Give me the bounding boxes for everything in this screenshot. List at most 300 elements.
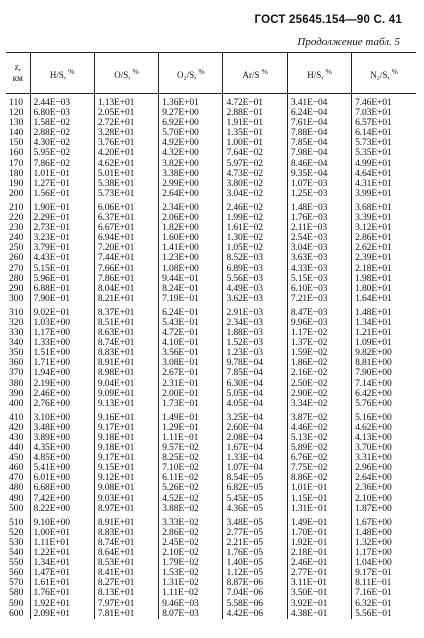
value-cell: 9.15E+01 — [94, 463, 158, 473]
value-cell: 8.52E−03 — [223, 253, 287, 263]
value-cell: 1.07E−03 — [287, 179, 351, 189]
value-cell: 5.89E−02 — [287, 443, 351, 453]
value-cell: 7.85E−04 — [287, 138, 351, 148]
value-cell: 1.25E−03 — [287, 189, 351, 199]
value-cell: 9.82E+00 — [352, 348, 416, 358]
value-cell: 3.80E−02 — [223, 179, 287, 189]
altitude-cell: 570 — [9, 578, 24, 589]
value-cell: 2.05E+01 — [94, 108, 158, 118]
value-cell: 7.64E−02 — [223, 148, 287, 158]
value-cell: 1.47E+01 — [30, 568, 94, 578]
value-cell: 3.63E−03 — [287, 253, 351, 263]
value-cell: 5.58E−06 — [223, 599, 287, 609]
value-cell: 2.76E+00 — [30, 399, 94, 409]
altitude-cell: 470 — [9, 473, 24, 484]
value-cell: 9.17E+01 — [94, 423, 158, 433]
value-cell: 8.07E−03 — [159, 609, 223, 619]
value-cell: 3.50E−01 — [287, 588, 351, 598]
value-cell: 4.05E−04 — [223, 399, 287, 409]
value-cell: 4.73E−02 — [223, 169, 287, 179]
value-cell: 4.46E−02 — [287, 423, 351, 433]
value-cell: 9.04E+01 — [94, 379, 158, 389]
value-cell: 9.78E−04 — [223, 358, 287, 368]
value-cell: 8.83E+01 — [94, 528, 158, 538]
value-cell: 1.51E+00 — [30, 348, 94, 358]
value-cell: 4.31E+01 — [352, 179, 416, 189]
altitude-cell: 350 — [9, 348, 24, 359]
value-cell: 6.68E+00 — [30, 483, 94, 493]
table-row — [6, 518, 416, 528]
value-cell: 8.11E−01 — [352, 578, 416, 588]
value-cell: 4.30E−02 — [30, 138, 94, 148]
value-cell: 9.27E+00 — [159, 108, 223, 118]
value-cell: 9.46E−03 — [159, 599, 223, 609]
value-cell: 5.56E−01 — [352, 609, 416, 619]
table-continuation-caption: Продолжение табл. 5 — [297, 36, 400, 48]
column-header-ar: Ar/S % — [223, 53, 287, 94]
value-cell: 8.91E+01 — [94, 358, 158, 368]
altitude-cell: 280 — [9, 273, 24, 284]
value-cell: 7.16E−01 — [352, 588, 416, 598]
value-cell: 5.96E−01 — [30, 274, 94, 284]
value-cell: 1.03E+00 — [30, 318, 94, 328]
value-cell: 5.73E+01 — [352, 138, 416, 148]
value-cell: 1.92E−01 — [287, 538, 351, 548]
value-cell: 1.35E−01 — [223, 128, 287, 138]
value-cell: 1.23E−03 — [223, 348, 287, 358]
value-cell: 2.99E+00 — [159, 179, 223, 189]
value-cell: 9.44E−01 — [159, 274, 223, 284]
value-cell: 3.48E−05 — [223, 518, 287, 528]
value-cell: 1.31E−01 — [287, 504, 351, 514]
table-row — [6, 443, 416, 453]
value-cell: 1.11E+01 — [30, 538, 94, 548]
value-cell: 1.59E−02 — [287, 348, 351, 358]
value-cell: 7.88E−04 — [287, 128, 351, 138]
value-cell: 2.31E−01 — [159, 379, 223, 389]
value-cell: 6.88E−01 — [30, 284, 94, 294]
value-cell: 5.16E+00 — [352, 413, 416, 423]
value-cell: 6.92E+00 — [159, 118, 223, 128]
value-cell: 5.56E−03 — [223, 274, 287, 284]
value-cell: 1.27E−01 — [30, 179, 94, 189]
value-cell: 8.37E+01 — [94, 308, 158, 318]
table-row — [6, 453, 416, 463]
value-cell: 3.38E+00 — [159, 169, 223, 179]
value-cell: 4.64E+01 — [352, 169, 416, 179]
value-cell: 6.24E−01 — [159, 308, 223, 318]
table-row — [6, 243, 416, 253]
value-cell: 4.52E−02 — [159, 494, 223, 504]
value-cell: 2.44E−03 — [30, 94, 94, 109]
value-cell: 3.12E+01 — [352, 223, 416, 233]
value-cell: 5.95E−02 — [30, 148, 94, 158]
altitude-cell: 520 — [9, 527, 24, 538]
value-cell: 5.13E−02 — [287, 433, 351, 443]
table-row — [6, 578, 416, 588]
value-cell: 6.30E−04 — [223, 379, 287, 389]
altitude-cell: 250 — [9, 243, 24, 254]
table-row — [6, 473, 416, 483]
value-cell: 2.88E−02 — [30, 128, 94, 138]
value-cell: 6.14E+01 — [352, 128, 416, 138]
value-cell: 4.43E−01 — [30, 253, 94, 263]
value-cell: 2.67E−01 — [159, 368, 223, 378]
value-cell: 1.52E−03 — [223, 338, 287, 348]
value-cell: 3.04E−02 — [223, 189, 287, 199]
value-cell: 1.17E−02 — [287, 328, 351, 338]
table-row — [6, 504, 416, 514]
value-cell: 2.86E−02 — [159, 528, 223, 538]
value-cell: 9.03E+01 — [94, 494, 158, 504]
value-cell: 4.62E+01 — [94, 159, 158, 169]
value-cell: 1.31E−02 — [159, 578, 223, 588]
value-cell: 2.00E−01 — [159, 389, 223, 399]
value-cell: 8.87E−06 — [223, 578, 287, 588]
table-row — [6, 108, 416, 118]
table-row — [6, 494, 416, 504]
value-cell: 2.86E+01 — [352, 233, 416, 243]
value-cell: 4.85E+00 — [30, 453, 94, 463]
value-cell: 9.17E+01 — [94, 453, 158, 463]
table-row — [6, 423, 416, 433]
value-cell: 7.86E+01 — [94, 274, 158, 284]
value-cell: 8.81E+00 — [352, 358, 416, 368]
value-cell: 5.35E+01 — [352, 148, 416, 158]
column-header-h: H/S, % — [30, 53, 94, 94]
altitude-cell: 480 — [9, 483, 24, 494]
altitude-cell: 420 — [9, 422, 24, 433]
altitude-cell: 440 — [9, 443, 24, 454]
altitude-cell: 600 — [9, 608, 24, 619]
value-cell: 1.08E+00 — [159, 264, 223, 274]
value-cell: 1.32E+00 — [352, 538, 416, 548]
column-header-o2: O₂/S, % — [159, 53, 223, 94]
value-cell: 9.10E+00 — [30, 518, 94, 528]
value-cell: 9.13E+01 — [94, 399, 158, 409]
table-row — [6, 379, 416, 389]
table-row — [6, 264, 416, 274]
altitude-cell: 320 — [9, 317, 24, 328]
value-cell: 3.10E+00 — [30, 413, 94, 423]
value-cell: 8.74E+01 — [94, 538, 158, 548]
altitude-cell: 170 — [9, 158, 24, 169]
value-cell: 7.42E+00 — [30, 494, 94, 504]
altitude-cell: 560 — [9, 568, 24, 579]
value-cell: 2.50E−02 — [287, 379, 351, 389]
table-row — [6, 94, 416, 109]
value-cell: 1.48E−03 — [287, 203, 351, 213]
value-cell: 9.16E+01 — [94, 413, 158, 423]
value-cell: 7.61E−04 — [287, 118, 351, 128]
table-row — [6, 128, 416, 138]
value-cell: 6.89E−03 — [223, 264, 287, 274]
value-cell: 1.34E+01 — [352, 318, 416, 328]
value-cell: 8.04E+01 — [94, 284, 158, 294]
value-cell: 3.89E+00 — [30, 433, 94, 443]
value-cell: 8.13E+01 — [94, 588, 158, 598]
value-cell: 2.45E−02 — [159, 538, 223, 548]
value-cell: 8.64E+01 — [94, 548, 158, 558]
value-cell: 1.79E−02 — [159, 558, 223, 568]
value-cell: 7.44E+01 — [94, 253, 158, 263]
altitude-cell: 580 — [9, 588, 24, 599]
value-cell: 5.01E+01 — [94, 169, 158, 179]
column-header-h2: H/S, % — [287, 53, 351, 94]
table-row — [6, 274, 416, 284]
value-cell: 5.45E−05 — [223, 494, 287, 504]
value-cell: 1.09E+01 — [352, 338, 416, 348]
value-cell: 2.19E+00 — [30, 379, 94, 389]
value-cell: 2.06E+00 — [159, 213, 223, 223]
column-header-n2: N₂/S, % — [352, 53, 416, 94]
value-cell: 2.64E+00 — [352, 473, 416, 483]
table-row — [6, 253, 416, 263]
value-cell: 9.35E−04 — [287, 169, 351, 179]
table-row — [6, 528, 416, 538]
value-cell: 1.15E−01 — [287, 494, 351, 504]
value-cell: 3.28E+01 — [94, 128, 158, 138]
value-cell: 1.05E−02 — [223, 243, 287, 253]
value-cell: 2.60E−04 — [223, 423, 287, 433]
table-row — [6, 318, 416, 328]
value-cell: 5.15E−03 — [287, 274, 351, 284]
value-cell: 2.90E−02 — [287, 389, 351, 399]
table-row — [6, 548, 416, 558]
value-cell: 2.18E−01 — [287, 548, 351, 558]
value-cell: 6.94E+01 — [94, 233, 158, 243]
value-cell: 4.38E−01 — [287, 609, 351, 619]
value-cell: 9.09E+01 — [94, 389, 158, 399]
table-row — [6, 348, 416, 358]
table-row — [6, 203, 416, 213]
value-cell: 7.86E−02 — [30, 159, 94, 169]
value-cell: 1.73E−01 — [159, 399, 223, 409]
altitude-cell: 200 — [9, 188, 24, 199]
value-cell: 7.10E−02 — [159, 463, 223, 473]
value-cell: 9.08E+01 — [94, 483, 158, 493]
altitude-cell: 500 — [9, 503, 24, 514]
value-cell: 6.76E−02 — [287, 453, 351, 463]
value-cell: 3.41E−04 — [287, 94, 351, 109]
value-cell: 1.04E+00 — [352, 558, 416, 568]
value-cell: 7.90E−01 — [30, 294, 94, 304]
value-cell: 9.17E−01 — [352, 568, 416, 578]
value-cell: 2.77E−01 — [287, 568, 351, 578]
value-cell: 3.34E−02 — [287, 399, 351, 409]
table-row — [6, 599, 416, 609]
value-cell: 1.76E+01 — [30, 588, 94, 598]
table-row — [6, 558, 416, 568]
table-row — [6, 294, 416, 304]
value-cell: 6.01E+00 — [30, 473, 94, 483]
value-cell: 1.80E+01 — [352, 284, 416, 294]
value-cell: 1.86E−02 — [287, 358, 351, 368]
altitude-cell: 340 — [9, 338, 24, 349]
table-body — [6, 94, 416, 619]
value-cell: 1.76E−05 — [223, 548, 287, 558]
value-cell: 3.25E−04 — [223, 413, 287, 423]
altitude-cell: 540 — [9, 548, 24, 559]
value-cell: 5.15E−01 — [30, 264, 94, 274]
table-row — [6, 588, 416, 598]
table-row — [6, 389, 416, 399]
value-cell: 3.23E−01 — [30, 233, 94, 243]
value-cell: 8.41E+01 — [94, 568, 158, 578]
value-cell: 1.53E−02 — [159, 568, 223, 578]
value-cell: 1.87E+00 — [352, 504, 416, 514]
value-cell: 8.86E−02 — [287, 473, 351, 483]
value-cell: 1.91E−01 — [223, 118, 287, 128]
table-row — [6, 358, 416, 368]
value-cell: 3.08E−01 — [159, 358, 223, 368]
value-cell: 2.11E−03 — [287, 223, 351, 233]
value-cell: 1.13E+01 — [94, 94, 158, 109]
altitude-cell: 290 — [9, 283, 24, 294]
altitude-cell: 130 — [9, 118, 24, 129]
table-row — [6, 483, 416, 493]
value-cell: 1.58E−02 — [30, 118, 94, 128]
value-cell: 3.82E+00 — [159, 159, 223, 169]
value-cell: 2.46E−01 — [287, 558, 351, 568]
altitude-cell: 260 — [9, 253, 24, 264]
value-cell: 2.64E+00 — [159, 189, 223, 199]
value-cell: 1.48E+00 — [352, 528, 416, 538]
value-cell: 5.70E+00 — [159, 128, 223, 138]
value-cell: 4.99E+01 — [352, 159, 416, 169]
value-cell: 1.23E+00 — [159, 253, 223, 263]
value-cell: 2.39E+01 — [352, 253, 416, 263]
value-cell: 9.57E−02 — [159, 443, 223, 453]
value-cell: 8.51E+01 — [94, 318, 158, 328]
value-cell: 1.48E+01 — [352, 308, 416, 318]
value-cell: 8.83E+01 — [94, 348, 158, 358]
table-row — [6, 538, 416, 548]
value-cell: 6.42E+00 — [352, 389, 416, 399]
value-cell: 4.33E−03 — [287, 264, 351, 274]
value-cell: 2.10E+00 — [352, 494, 416, 504]
value-cell: 3.56E−01 — [159, 348, 223, 358]
value-cell: 2.88E−01 — [223, 108, 287, 118]
value-cell: 7.81E+01 — [94, 609, 158, 619]
value-cell: 3.68E+01 — [352, 203, 416, 213]
altitude-cell: 590 — [9, 598, 24, 609]
value-cell: 1.88E−03 — [223, 328, 287, 338]
value-cell: 1.99E−02 — [223, 213, 287, 223]
value-cell: 4.42E−06 — [223, 609, 287, 619]
value-cell: 1.82E+00 — [159, 223, 223, 233]
table-row — [6, 148, 416, 158]
value-cell: 3.33E−02 — [159, 518, 223, 528]
value-cell: 2.34E+00 — [159, 203, 223, 213]
value-cell: 7.21E−03 — [287, 294, 351, 304]
value-cell: 7.19E−01 — [159, 294, 223, 304]
altitude-cell: 390 — [9, 388, 24, 399]
table-row — [6, 308, 416, 318]
table-row — [6, 338, 416, 348]
value-cell: 4.13E+00 — [352, 433, 416, 443]
value-cell: 7.85E−04 — [223, 368, 287, 378]
value-cell: 2.10E−02 — [159, 548, 223, 558]
altitude-cell: 160 — [9, 148, 24, 159]
table-row — [6, 413, 416, 423]
value-cell: 1.92E+01 — [30, 599, 94, 609]
value-cell: 2.72E+01 — [94, 118, 158, 128]
value-cell: 2.09E+01 — [30, 609, 94, 619]
value-cell: 8.54E−05 — [223, 473, 287, 483]
value-cell: 4.49E−03 — [223, 284, 287, 294]
table-row — [6, 433, 416, 443]
value-cell: 2.73E−01 — [30, 223, 94, 233]
value-cell: 6.32E−01 — [352, 599, 416, 609]
altitude-cell: 530 — [9, 537, 24, 548]
value-cell: 2.46E−02 — [223, 203, 287, 213]
table-row — [6, 179, 416, 189]
value-cell: 5.26E−02 — [159, 483, 223, 493]
value-cell: 8.22E+00 — [30, 504, 94, 514]
value-cell: 1.12E−05 — [223, 568, 287, 578]
value-cell: 2.08E−04 — [223, 433, 287, 443]
value-cell: 8.21E+01 — [94, 294, 158, 304]
value-cell: 8.63E+01 — [94, 328, 158, 338]
value-cell: 6.11E−02 — [159, 473, 223, 483]
value-cell: 7.98E−04 — [287, 148, 351, 158]
table-row — [6, 463, 416, 473]
value-cell: 2.46E+00 — [30, 389, 94, 399]
value-cell: 1.11E−01 — [159, 433, 223, 443]
value-cell: 1.98E+01 — [352, 274, 416, 284]
value-cell: 4.10E−01 — [159, 338, 223, 348]
value-cell: 8.53E+01 — [94, 558, 158, 568]
value-cell: 1.01E−01 — [30, 169, 94, 179]
value-cell: 2.62E+01 — [352, 243, 416, 253]
value-cell: 9.02E−01 — [30, 308, 94, 318]
value-cell: 9.18E+01 — [94, 443, 158, 453]
value-cell: 9.12E+01 — [94, 473, 158, 483]
value-cell: 8.47E−03 — [287, 308, 351, 318]
value-cell: 1.30E−02 — [223, 233, 287, 243]
page-header-standard: ГОСТ 25645.154—90 С. 41 — [254, 14, 402, 26]
value-cell: 1.60E+00 — [159, 233, 223, 243]
value-cell: 1.11E−02 — [159, 588, 223, 598]
altitude-cell: 370 — [9, 368, 24, 379]
value-cell: 5.73E+01 — [94, 189, 158, 199]
value-cell: 2.21E−05 — [223, 538, 287, 548]
value-cell: 1.56E−01 — [30, 189, 94, 199]
value-cell: 1.67E+00 — [352, 518, 416, 528]
value-cell: 5.41E+00 — [30, 463, 94, 473]
value-cell: 1.71E+00 — [30, 358, 94, 368]
value-cell: 8.97E+01 — [94, 504, 158, 514]
altitude-cell: 220 — [9, 213, 24, 224]
value-cell: 1.00E+01 — [30, 528, 94, 538]
value-cell: 8.24E−01 — [159, 284, 223, 294]
altitude-cell: 460 — [9, 463, 24, 474]
value-cell: 8.27E+01 — [94, 578, 158, 588]
value-cell: 2.54E−03 — [287, 233, 351, 243]
value-cell: 4.62E+00 — [352, 423, 416, 433]
value-cell: 1.40E−05 — [223, 558, 287, 568]
value-cell: 1.67E−04 — [223, 443, 287, 453]
altitude-cell: 190 — [9, 178, 24, 189]
value-cell: 4.20E+01 — [94, 148, 158, 158]
value-cell: 3.76E+01 — [94, 138, 158, 148]
value-cell: 1.41E+00 — [159, 243, 223, 253]
value-cell: 3.87E−02 — [287, 413, 351, 423]
value-cell: 1.76E−03 — [287, 213, 351, 223]
value-cell: 9.18E+01 — [94, 433, 158, 443]
value-cell: 3.48E+00 — [30, 423, 94, 433]
